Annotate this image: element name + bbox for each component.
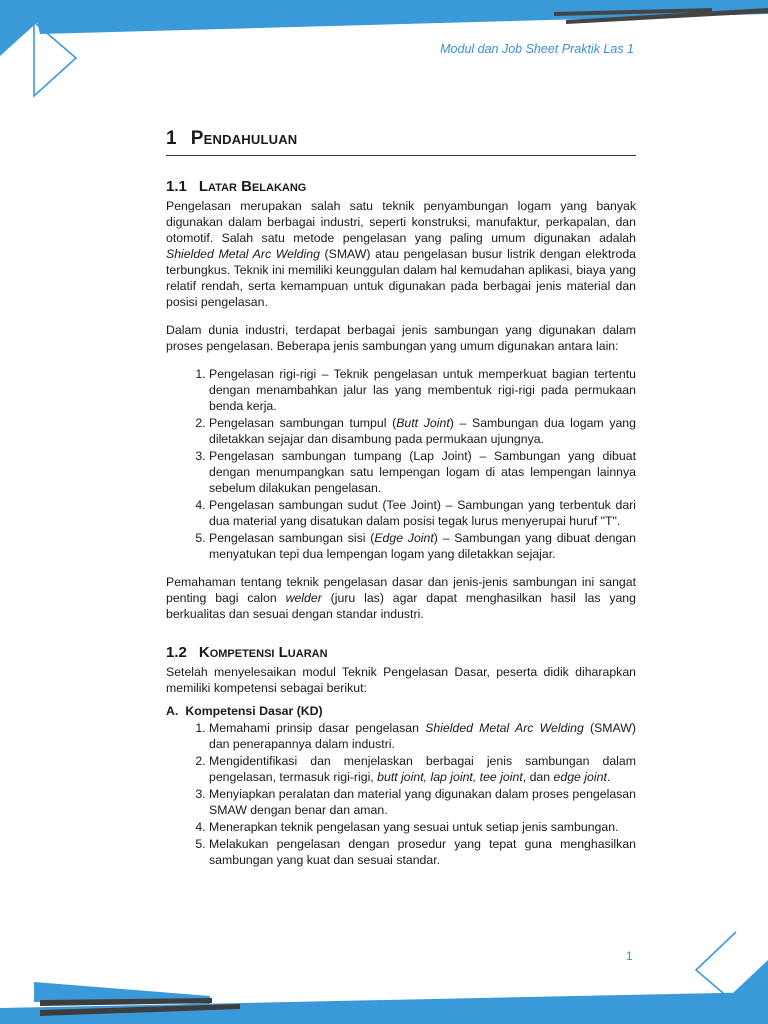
- emphasis: Shielded Metal Arc Welding: [425, 721, 584, 735]
- subheading-title: Kompetensi Dasar (KD): [185, 704, 323, 718]
- list-item: [209, 836, 636, 868]
- competency-list: [166, 720, 636, 868]
- top-right-stripe-1: [554, 8, 712, 16]
- text: Pengelasan sambungan tumpang (Lap Joint) – Sambungan yang dibuat dengan menumpangkan satu lempengan logam di atas lempengan lainnya sebelum dilakukan pengelasan.: [209, 449, 636, 495]
- bottom-blue-band: [0, 992, 768, 1024]
- section-number: 1.1: [166, 178, 187, 195]
- section-heading-latar-belakang: [166, 178, 636, 195]
- subheading-letter: A.: [166, 704, 179, 718]
- text: Mengidentifikasi dan menjelaskan berbagai jenis sambungan dalam pengelasan, termasuk rigi-rigi,: [209, 754, 636, 784]
- section-title: Latar Belakang: [198, 178, 307, 195]
- page-number: 1: [626, 949, 633, 963]
- list-item: [209, 497, 636, 529]
- text: Pengelasan merupakan salah satu teknik penyambungan logam yang banyak digunakan dalam berbagai industri, seperti konstruksi, manufaktur, perkapalan, dan otomotif. Salah satu metode pengelasan yang paling umum digunakan adalah: [166, 199, 636, 245]
- bottom-right-blue-triangle: [700, 920, 768, 1024]
- text: Pengelasan sambungan tumpul (: [209, 416, 397, 430]
- text: Pengelasan sambungan sudut (Tee Joint) – Sambungan yang terbentuk dari dua material yang disatukan dalam posisi tegak lurus menyerupai huruf "T".: [209, 498, 636, 528]
- list-item: [209, 819, 636, 835]
- joint-types-list: [166, 366, 636, 562]
- emphasis: edge joint: [553, 770, 607, 784]
- emphasis: Butt Joint: [396, 416, 450, 430]
- text: (juru las) agar dapat menghasilkan hasil las yang berkualitas dan sesuai dengan standar industri.: [166, 591, 636, 621]
- top-left-blue-band: [32, 0, 768, 34]
- bottom-left-blue-shape: [34, 982, 210, 1004]
- list-item: [209, 720, 636, 752]
- top-right-stripe-2: [566, 8, 768, 24]
- emphasis: welder: [285, 591, 322, 605]
- section-number: 1.2: [166, 644, 187, 661]
- chapter-number: 1: [166, 128, 177, 149]
- list-item: [209, 786, 636, 818]
- bottom-right-outline-arrow: [696, 932, 736, 1004]
- text: Pemahaman tentang teknik pengelasan dasar dan jenis-jenis sambungan ini sangat penting bagi calon: [166, 575, 636, 605]
- bottom-left-stripe-2: [40, 1004, 240, 1016]
- paragraph-joints-intro: Dalam dunia industri, terdapat berbagai jenis sambungan yang digunakan dalam proses pengelasan. Beberapa jenis sambungan yang umum digunakan antara lain:: [166, 323, 636, 353]
- text: Memahami prinsip dasar pengelasan: [209, 721, 426, 735]
- emphasis: Shielded Metal Arc Welding: [166, 247, 320, 261]
- top-left-blue-shape: [0, 0, 62, 56]
- text: Menyiapkan peralatan dan material yang digunakan dalam proses pengelasan SMAW dengan benar dan aman.: [209, 787, 636, 817]
- text: Melakukan pengelasan dengan prosedur yang tepat guna menghasilkan sambungan yang kuat dan sesuai standar.: [209, 837, 636, 867]
- text: ) – Sambungan dua logam yang diletakkan sejajar dan disambung pada permukaan ujungnya.: [209, 416, 636, 446]
- text: (SMAW) dan penerapannya dalam industri.: [209, 721, 637, 751]
- list-item: [209, 530, 636, 562]
- paragraph-intro: [166, 198, 636, 310]
- text: Pengelasan sambungan sisi (: [209, 531, 375, 545]
- text: Menerapkan teknik pengelasan yang sesuai untuk setiap jenis sambungan.: [209, 820, 619, 834]
- paragraph-competency-intro: Setelah menyelesaikan modul Teknik Pengelasan Dasar, peserta didik diharapkan memiliki kompetensi sebagai berikut:: [166, 665, 636, 695]
- bottom-left-stripe-1: [40, 998, 212, 1006]
- emphasis: butt joint, lap joint, tee joint: [377, 770, 523, 784]
- bottom-right-filled-shape: [740, 996, 768, 1024]
- list-item: [209, 753, 636, 785]
- text: Pengelasan rigi-rigi – Teknik pengelasan untuk memperkuat bagian tertentu dengan menambahkan jalur las yang membentuk rigi-rigi pada permukaan benda kerja.: [209, 367, 636, 413]
- text: (SMAW) atau pengelasan busur listrik dengan elektroda terbungkus. Teknik ini memiliki keunggulan dalam hal kemudahan aplikasi, biaya yang relatif rendah, serta kemampuan untuk digunakan pada berbagai jenis material dan posisi pengelasan.: [166, 247, 637, 309]
- paragraph-conclusion: [166, 574, 636, 622]
- text: ) – Sambungan yang dibuat dengan menyatukan tepi dua lempengan logam yang diletakkan sejajar.: [209, 531, 636, 561]
- page-content: [166, 128, 636, 880]
- subheading-kompetensi-dasar: [166, 704, 636, 718]
- chapter-heading: [166, 128, 636, 156]
- running-header: Modul dan Job Sheet Praktik Las 1: [440, 42, 634, 56]
- section-title: Kompetensi Luaran: [198, 644, 328, 661]
- list-item: [209, 448, 636, 496]
- section-heading-kompetensi-luaran: [166, 644, 636, 661]
- emphasis: Edge Joint: [374, 531, 434, 545]
- list-item: [209, 415, 636, 447]
- chapter-title: Pendahuluan: [190, 128, 298, 149]
- list-item: [209, 366, 636, 414]
- text: , dan: [522, 770, 554, 784]
- text: .: [606, 770, 611, 784]
- top-left-outline-arrow: [34, 0, 76, 96]
